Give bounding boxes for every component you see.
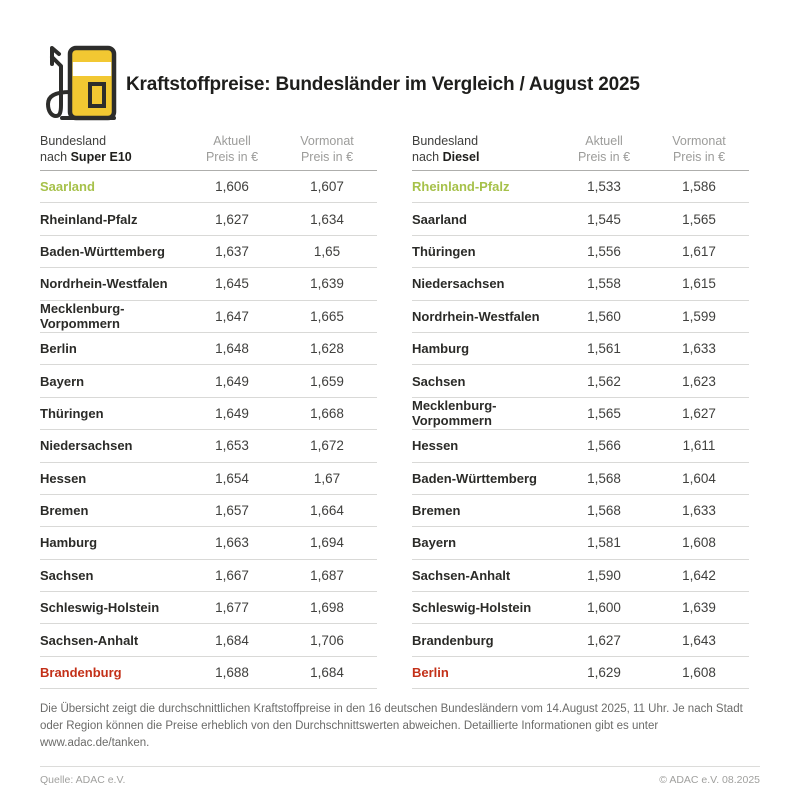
copyright-label: © ADAC e.V. 08.2025 [659,774,760,787]
source-label: Quelle: ADAC e.V. [40,774,126,787]
price-aktuell: 1,648 [215,341,249,357]
price-vormonat: 1,633 [682,503,716,519]
price-vormonat: 1,628 [310,341,344,357]
table-row [412,365,749,397]
table-row [412,592,749,624]
state-name: Sachsen [412,373,466,389]
price-aktuell: 1,581 [587,535,621,551]
state-name: Berlin [40,341,77,357]
table-row [412,560,749,592]
table-row [412,398,749,430]
state-name: Thüringen [40,405,104,421]
state-name: Baden-Württemberg [412,470,537,486]
state-name: Sachsen [40,567,94,583]
table-row [40,171,377,203]
state-name: Bayern [40,373,85,389]
state-name: Hamburg [412,341,470,357]
price-aktuell: 1,590 [587,567,621,583]
price-vormonat: 1,684 [310,665,344,681]
fuel-pump-icon [40,40,118,122]
table-row [412,236,749,268]
price-aktuell: 1,647 [215,308,249,324]
table-row [412,624,749,656]
price-aktuell: 1,568 [587,470,621,486]
price-aktuell: 1,561 [587,341,621,357]
table-row [412,171,749,203]
price-aktuell: 1,684 [215,632,249,648]
state-name: Mecklenburg-Vorpommern [40,301,125,332]
state-name: Niedersachsen [412,276,505,292]
page-title: Kraftstoffpreise: Bundesländer im Vergleich / August 2025 [126,74,640,95]
price-vormonat: 1,608 [682,665,716,681]
price-vormonat: 1,633 [682,341,716,357]
price-aktuell: 1,657 [215,503,249,519]
column-header-aktuell: Aktuell Preis in € [205,134,259,164]
table-row [40,203,377,235]
state-name: Brandenburg [412,632,494,648]
state-name: Schleswig-Holstein [412,600,532,616]
state-name: Saarland [40,179,95,195]
table-row [40,495,377,527]
column-header-aktuell: Aktuell Preis in € [577,134,631,164]
price-vormonat: 1,586 [682,179,716,195]
price-aktuell: 1,688 [215,665,249,681]
table-row [40,624,377,656]
table-body [412,171,749,689]
price-aktuell: 1,627 [587,632,621,648]
state-name: Sachsen-Anhalt [412,567,511,583]
state-name: Brandenburg [40,665,122,681]
table-row [40,430,377,462]
table-row [412,495,749,527]
state-name: Hamburg [40,535,98,551]
state-name: Baden-Württemberg [40,243,165,259]
price-vormonat: 1,664 [310,503,344,519]
price-vormonat: 1,611 [682,438,716,454]
price-aktuell: 1,565 [587,405,621,421]
table-row [40,463,377,495]
price-aktuell: 1,606 [215,179,249,195]
price-vormonat: 1,642 [682,567,716,583]
table-header [412,133,749,171]
price-vormonat: 1,608 [682,535,716,551]
price-vormonat: 1,706 [310,632,344,648]
price-aktuell: 1,649 [215,373,249,389]
price-vormonat: 1,627 [682,405,716,421]
footer-credits [0,767,800,786]
state-name: Schleswig-Holstein [40,600,160,616]
price-aktuell: 1,560 [587,308,621,324]
state-name: Mecklenburg-Vorpommern [412,398,497,429]
table-body [40,171,377,689]
price-aktuell: 1,566 [587,438,621,454]
price-vormonat: 1,607 [310,179,344,195]
footnote-text: Die Übersicht zeigt die durchschnittlichen Kraftstoffpreise in den 16 deutschen Bundesländern vom 14.August 2025, 11 Uhr. Je nach Stadt oder Region können die Preise erheblich von den Durchschnittswerten abweichen. Detaillierte Informationen gibt es unter www.adac.de/tanken. [40,703,743,750]
price-vormonat: 1,623 [682,373,716,389]
table-row [40,333,377,365]
price-aktuell: 1,562 [587,373,621,389]
header [0,0,800,122]
price-aktuell: 1,663 [215,535,249,551]
price-aktuell: 1,629 [587,665,621,681]
state-name: Thüringen [412,243,476,259]
price-aktuell: 1,600 [587,600,621,616]
table-header [40,133,377,171]
state-name: Rheinland-Pfalz [412,179,510,195]
state-name: Rheinland-Pfalz [40,211,138,227]
price-vormonat: 1,67 [313,470,341,486]
column-header-vormonat: Vormonat Preis in € [672,134,726,164]
price-vormonat: 1,65 [313,243,341,259]
state-name: Saarland [412,211,467,227]
table-row [40,268,377,300]
price-aktuell: 1,645 [215,276,249,292]
table-row [40,657,377,689]
table-row [40,560,377,592]
price-vormonat: 1,604 [682,470,716,486]
price-vormonat: 1,617 [682,243,716,259]
table-row [40,365,377,397]
state-name: Sachsen-Anhalt [40,632,139,648]
state-name: Niedersachsen [40,438,133,454]
state-name: Bremen [412,503,461,519]
price-aktuell: 1,654 [215,470,249,486]
price-aktuell: 1,653 [215,438,249,454]
state-name: Hessen [412,438,459,454]
price-aktuell: 1,556 [587,243,621,259]
price-vormonat: 1,634 [310,211,344,227]
price-aktuell: 1,627 [215,211,249,227]
price-aktuell: 1,677 [215,600,249,616]
table-row [412,268,749,300]
price-aktuell: 1,568 [587,503,621,519]
price-aktuell: 1,667 [215,567,249,583]
price-vormonat: 1,643 [682,632,716,648]
price-vormonat: 1,659 [310,373,344,389]
table-row [412,203,749,235]
table-row [412,430,749,462]
price-vormonat: 1,694 [310,535,344,551]
table-row [412,657,749,689]
price-aktuell: 1,637 [215,243,249,259]
price-aktuell: 1,649 [215,405,249,421]
fuel-type-label: Super E10 [70,150,132,164]
table-row [412,333,749,365]
state-name: Hessen [40,470,87,486]
state-name: Bremen [40,503,89,519]
table-diesel [412,133,749,689]
table-row [412,527,749,559]
state-name: Nordrhein-Westfalen [40,276,168,292]
table-row [40,398,377,430]
table-row [412,463,749,495]
table-super-e10 [40,133,377,689]
tables-area [0,133,800,689]
price-vormonat: 1,639 [310,276,344,292]
price-vormonat: 1,599 [682,308,716,324]
table-row [40,527,377,559]
price-vormonat: 1,698 [310,600,344,616]
price-vormonat: 1,668 [310,405,344,421]
price-vormonat: 1,665 [310,308,344,324]
state-name: Nordrhein-Westfalen [412,308,540,324]
table-row [412,301,749,333]
state-name: Berlin [412,665,449,681]
column-header-bundesland: Bundesland nach Super E10 [40,134,132,164]
table-row [40,236,377,268]
price-vormonat: 1,615 [682,276,716,292]
price-aktuell: 1,533 [587,179,621,195]
fuel-type-label: Diesel [442,150,480,164]
column-header-vormonat: Vormonat Preis in € [300,134,354,164]
column-header-bundesland: Bundesland nach Diesel [412,134,480,164]
table-row [40,301,377,333]
state-name: Bayern [412,535,457,551]
price-vormonat: 1,565 [682,211,716,227]
price-vormonat: 1,672 [310,438,344,454]
price-vormonat: 1,639 [682,600,716,616]
price-vormonat: 1,687 [310,567,344,583]
price-aktuell: 1,558 [587,276,621,292]
table-row [40,592,377,624]
price-aktuell: 1,545 [587,211,621,227]
